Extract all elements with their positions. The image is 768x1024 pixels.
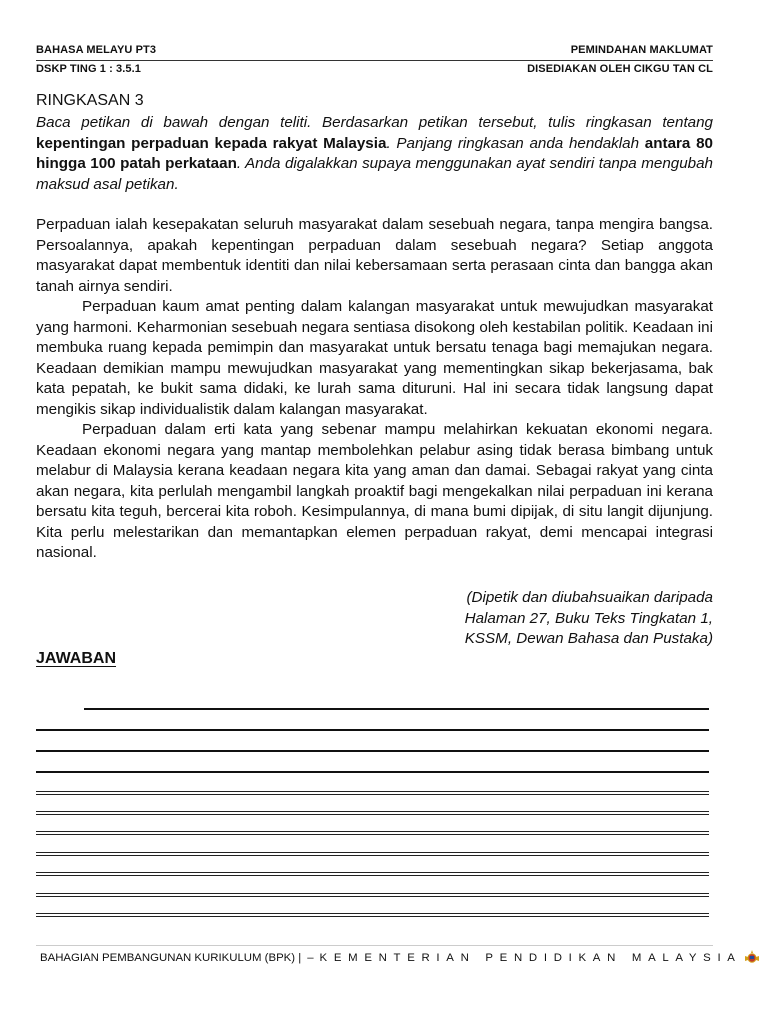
subject-label: BAHASA MELAYU PT3 [36, 44, 157, 56]
answer-line[interactable] [36, 852, 709, 856]
instructions-part1: Baca petikan di bawah dengan teliti. Berdasarkan petikan tersebut, tulis ringkasan tentang [36, 114, 713, 131]
answer-line[interactable] [36, 750, 709, 752]
header-bottom-row [36, 63, 713, 77]
answer-line[interactable] [36, 729, 709, 731]
instructions-part3: . Anda digalakkan supaya menggunakan ayat sendiri tanpa mengubah maksud asal petikan. [36, 155, 713, 194]
source-line-3: KSSM, Dewan Bahasa dan Pustaka) [464, 630, 713, 647]
instructions [36, 113, 713, 196]
footer-ministry: KEMENTERIAN PENDIDIKAN MALAYSIA [319, 952, 742, 964]
header-top-row [36, 44, 713, 58]
passage-paragraph-3: Perpaduan dalam erti kata yang sebenar mampu melahirkan kekuatan ekonomi negara. Keadaan ekonomi negara yang mantap membolehkan pelabur asing tidak berasa bimbang untuk melabur di Malaysia kerana keadaan negara kita yang aman dan damai. Sebagai rakyat yang cinta akan negara, kita perlulah mengambil langkah proaktif bagi mengekalkan nilai perpaduan ini kerana bersatu kita teguh, bercerai kita roboh. Kesimpulannya, di mana bumi dipijak, di situ langit dijunjung. Kita perlu melestarikan dan memantapkan elemen perpaduan rakyat, demi mencapai integrasi nasional. [36, 421, 713, 561]
answer-line[interactable] [36, 791, 709, 795]
source-citation [413, 588, 713, 650]
header-divider [36, 60, 713, 61]
passage-paragraph-1: Perpaduan ialah kesepakatan seluruh masyarakat dalam sesebuah negara, tanpa mengira bangsa. Persoalannya, apakah kepentingan perpaduan dalam sesebuah negara? Setiap anggota masyarakat dapat membentuk identiti dan nilai kebersamaan serta perasaan cinta dan bangga akan tanah airnya sendiri. [36, 216, 713, 295]
footer-divider [36, 945, 713, 946]
footer-separator: – [307, 952, 314, 964]
answer-heading: JAWABAN [36, 650, 117, 667]
footer [40, 950, 742, 964]
answer-line[interactable] [36, 831, 709, 835]
author-label: DISEDIAKAN OLEH CIKGU TAN CL [527, 63, 713, 75]
answer-line[interactable] [36, 811, 709, 815]
dskp-label: DSKP TING 1 : 3.5.1 [36, 63, 142, 75]
passage-paragraph-2: Perpaduan kaum amat penting dalam kalangan masyarakat untuk mewujudkan masyarakat yang harmoni. Keharmonian sesebuah negara sentiasa disokong oleh kestabilan politik. Keadaan ini membuka ruang kepada pemimpin dan masyarakat untuk bersatu tenaga bagi memajukan negara. Keadaan demikian mampu mewujudkan masyarakat yang mementingkan sikap bekerjasama, bak kata pepatah, ke bukit sama didaki, ke lurah sama dituruni. Hal ini secara tidak langsung dapat mengikis sikap individualistik dalam kalangan masyarakat. [36, 298, 713, 418]
answer-line[interactable] [36, 771, 709, 773]
instructions-word-count: antara 80 hingga 100 patah perkataan [36, 134, 713, 173]
worksheet-page [36, 0, 742, 1024]
answer-line[interactable] [36, 913, 709, 917]
instructions-topic: kepentingan perpaduan kepada rakyat Malaysia [36, 134, 387, 152]
answer-line[interactable] [36, 893, 709, 897]
source-line-2: Halaman 27, Buku Teks Tingkatan 1, [464, 609, 713, 627]
instructions-part2: . Panjang ringkasan anda hendaklah [386, 134, 645, 152]
exercise-title: RINGKASAN 3 [36, 92, 144, 109]
source-line-1: (Dipetik dan diubahsuaikan daripada [466, 589, 713, 606]
topic-label: PEMINDAHAN MAKLUMAT [570, 44, 713, 56]
footer-department: BAHAGIAN PEMBANGUNAN KURIKULUM (BPK) | [40, 952, 302, 964]
malaysia-crest-icon [744, 950, 760, 963]
answer-line[interactable] [84, 708, 709, 710]
answer-line[interactable] [36, 872, 709, 876]
passage [36, 215, 713, 564]
